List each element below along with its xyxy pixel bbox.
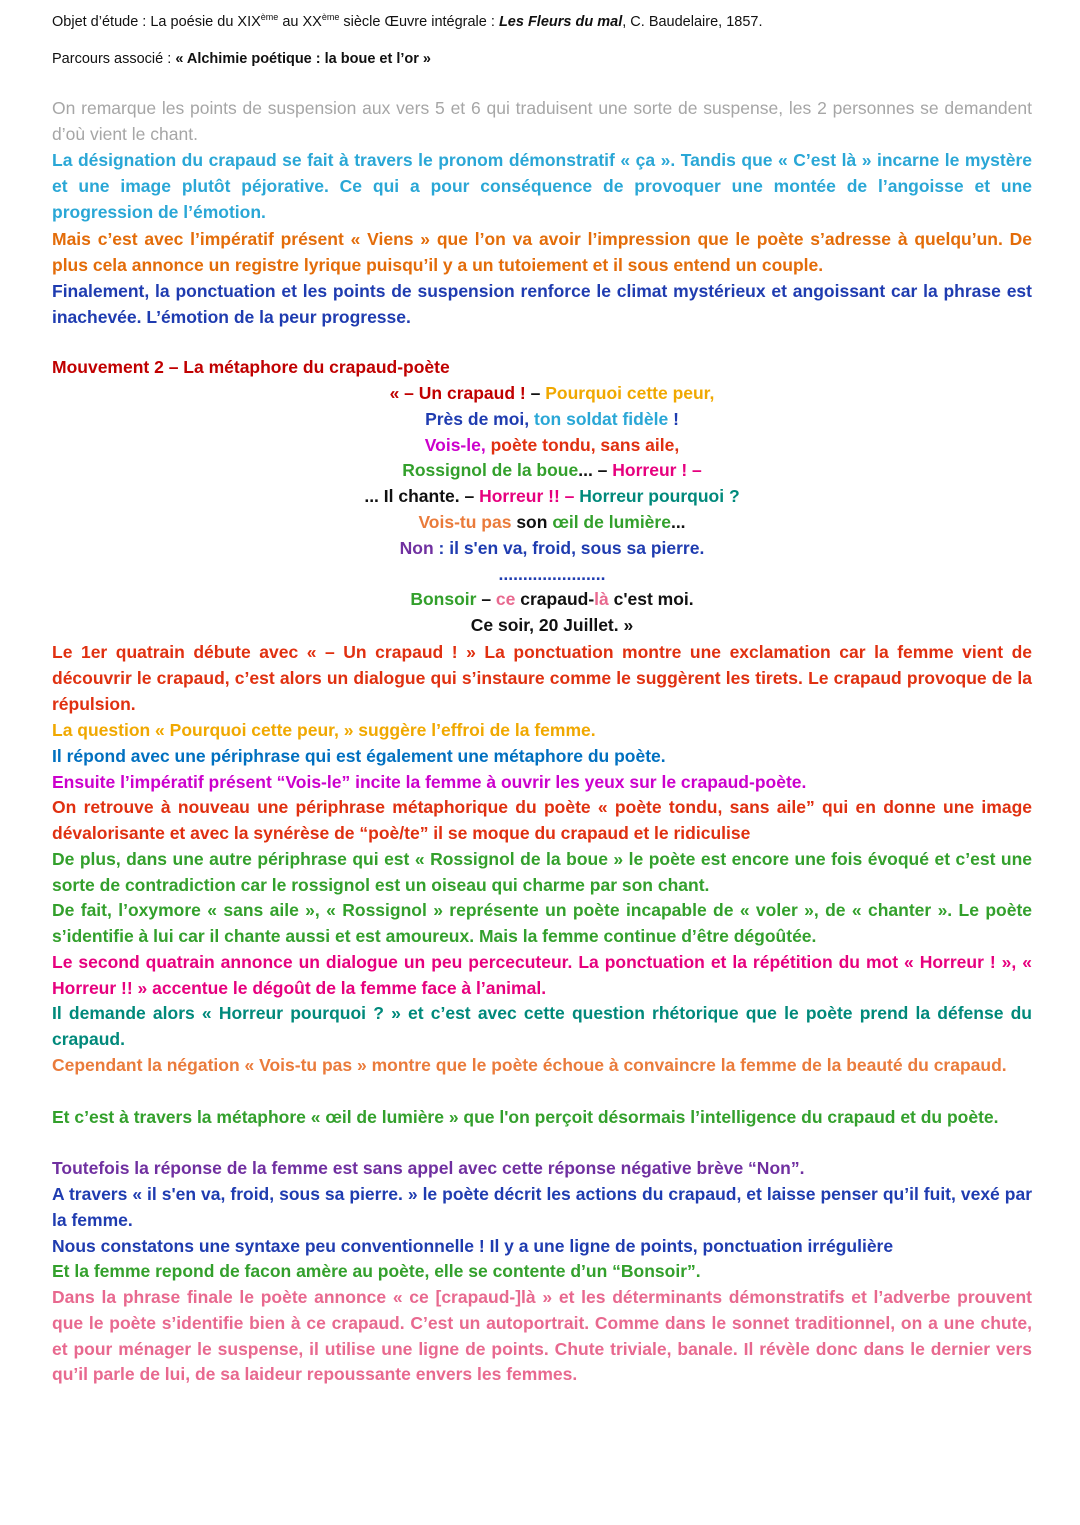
associated-course-line: Parcours associé : « Alchimie poétique : la boue et l’or »: [52, 51, 431, 67]
analysis-paragraph-8: Le second quatrain annonce un dialogue un peu percecuteur. La ponctuation et la répétition du mot « Horreur ! », « Horreur !! » accentue le dégoût de la femme face à l’animal.: [52, 952, 1032, 998]
analysis-paragraph-6: De plus, dans une autre périphrase qui est « Rossignol de la boue » le poète est encore une fois évoqué et c’est une sorte de contradiction car le rossignol est un oiseau qui charme par son chant.: [52, 849, 1032, 895]
intro-paragraph-2: La désignation du crapaud se fait à travers le pronom démonstratif « ça ». Tandis que « C’est là » incarne le mystère et une image plutôt péjorative. Ce qui a pour conséquence de provoquer une montée de l’angoisse et une progression de l’émotion.: [52, 150, 1032, 222]
analysis-paragraph-12: Toutefois la réponse de la femme est sans appel avec cette réponse négative brève “Non”.: [52, 1158, 805, 1178]
analysis-paragraph-3: Il répond avec une périphrase qui est également une métaphore du poète.: [52, 746, 666, 766]
analysis-paragraph-2: La question « Pourquoi cette peur, » suggère l’effroi de la femme.: [52, 720, 596, 740]
poem-line-2: Près de moi, ton soldat fidèle !: [425, 408, 679, 429]
analysis-paragraph-13: A travers « il s'en va, froid, sous sa pierre. » le poète décrit les actions du crapaud, et laisse penser qu’il fuit, vexé par la femme.: [52, 1184, 1032, 1230]
intro-paragraph-3: Mais c’est avec l’impératif présent « Viens » que l’on va avoir l’impression que le poète s’adresse à quelqu’un. De plus cela annonce un registre lyrique puisqu’il y a un tutoiement et il sous entend un couple.: [52, 229, 1032, 275]
analysis-paragraph-9: Il demande alors « Horreur pourquoi ? » et c’est avec cette question rhétorique que le poète prend la défense du crapaud.: [52, 1003, 1032, 1049]
intro-paragraph-1: On remarque les points de suspension aux vers 5 et 6 qui traduisent une sorte de suspense, les 2 personnes se demandent d’où vient le chant.: [52, 98, 1032, 144]
poem: [52, 381, 1052, 639]
poem-line-1: « – Un crapaud ! – Pourquoi cette peur,: [389, 383, 715, 403]
analysis-paragraph-10: Cependant la négation « Vois-tu pas » montre que le poète échoue à convaincre la femme de la beauté du crapaud.: [52, 1055, 1007, 1075]
course-object-line: Objet d’étude : La poésie du XIXème au XXème siècle Œuvre intégrale : Les Fleurs du mal, C. Baudelaire, 1857.: [52, 12, 763, 30]
analysis-paragraph-15: Et la femme repond de facon amère au poète, elle se contente d’un “Bonsoir”.: [52, 1261, 701, 1281]
poem-line-3: Vois-le, poète tondu, sans aile,: [424, 434, 680, 455]
analysis-paragraph-16: Dans la phrase finale le poète annonce « ce [crapaud-]là » et les déterminants démonstratifs et l’adverbe prouvent que le poète s’identifie bien à ce crapaud. C’est un autoportrait. Comme dans le sonnet traditionnel, on a une chute, et pour ménager le suspense, il utilise une ligne de points. Chute triviale, banale. Il révèle donc dans le dernier vers qu’il parle de lui, de sa laideur repoussante envers les femmes.: [52, 1287, 1032, 1385]
poem-line-5: ... Il chante. – Horreur !! – Horreur pourquoi ?: [364, 486, 740, 507]
poem-line-8: Bonsoir – ce crapaud-là c'est moi.: [410, 589, 694, 610]
analysis-paragraph-4: Ensuite l’impératif présent “Vois-le” incite la femme à ouvrir les yeux sur le crapaud-poète.: [52, 772, 807, 792]
movement-title: Mouvement 2 – La métaphore du crapaud-poète: [52, 357, 450, 377]
poem-line-dots: ......................: [498, 563, 606, 584]
analysis-paragraph-7: De fait, l’oxymore « sans aile », « Rossignol » représente un poète incapable de « voler », de « chanter ». Le poète s’identifie à lui car il chante aussi et est amoureux. Mais la femme continue d’être dégoûtée.: [52, 900, 1032, 946]
analysis-paragraph-11: Et c’est à travers la métaphore « œil de lumière » que l'on perçoit désormais l’intelligence du crapaud et du poète.: [52, 1107, 999, 1127]
analysis-paragraph-1: Le 1er quatrain débute avec « – Un crapaud ! » La ponctuation montre une exclamation car la femme vient de découvrir le crapaud, c’est alors un dialogue qui s’instaure comme le suggèrent les tirets. Le crapaud provoque de la répulsion.: [52, 642, 1032, 714]
analysis-paragraph-14: Nous constatons une syntaxe peu conventionnelle ! Il y a une ligne de points, ponctuation irrégulière: [52, 1236, 894, 1256]
poem-line-7: Non : il s'en va, froid, sous sa pierre.: [399, 537, 705, 558]
poem-line-9: Ce soir, 20 Juillet. »: [470, 615, 634, 636]
intro-paragraph-4: Finalement, la ponctuation et les points de suspension renforce le climat mystérieux et angoissant car la phrase est inachevée. L’émotion de la peur progresse.: [52, 281, 1032, 327]
poem-line-6: Vois-tu pas son œil de lumière...: [418, 511, 686, 532]
analysis-paragraph-5: On retrouve à nouveau une périphrase métaphorique du poète « poète tondu, sans aile” qui en donne une image dévalorisante et avec la synérèse de “poè/te” il se moque du crapaud et le ridiculise: [52, 797, 1032, 843]
poem-line-4: Rossignol de la boue... – Horreur ! –: [402, 460, 702, 481]
